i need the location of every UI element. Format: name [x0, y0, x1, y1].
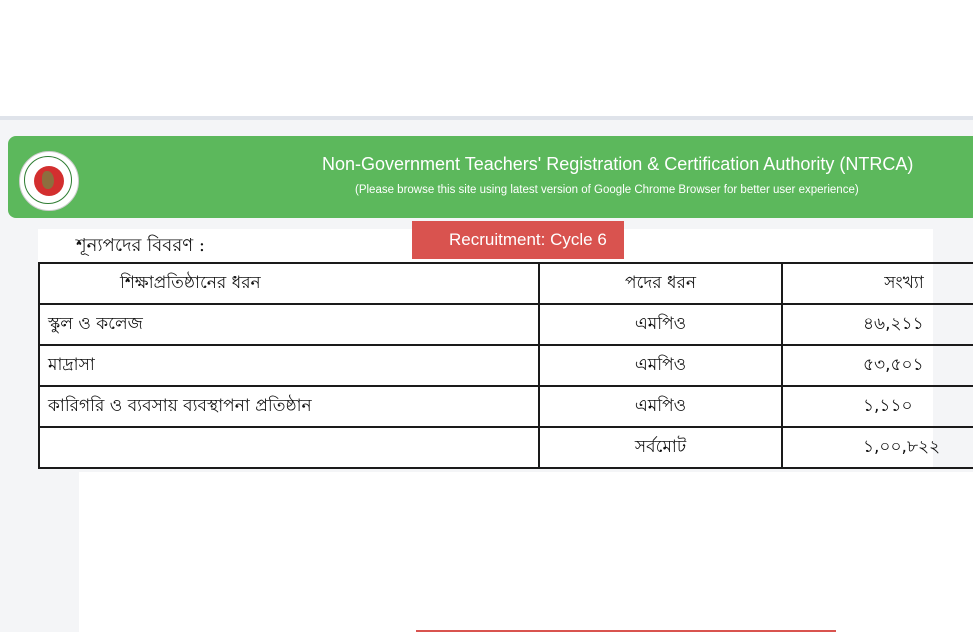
vacancy-notice-image: [38, 229, 941, 469]
total-value: ১,০০,৮২২: [782, 427, 973, 468]
total-label: সর্বমোট: [539, 427, 782, 468]
institution-cell: মাদ্রাসা: [39, 345, 539, 386]
govt-bangladesh-seal-icon[interactable]: [19, 151, 79, 211]
recruitment-cycle-tab[interactable]: Recruitment: Cycle 6: [412, 221, 624, 259]
count-cell: ৪৬,২১১: [782, 304, 973, 345]
site-header: [8, 136, 973, 218]
post-type-cell: এমপিও: [539, 304, 782, 345]
content-area: [79, 472, 973, 632]
top-blank-area: [0, 0, 973, 116]
column-header-count: সংখ্যা: [782, 263, 973, 304]
institution-cell: কারিগরি ও ব্যবসায় ব্যবস্থাপনা প্রতিষ্ঠান: [39, 386, 539, 427]
table-row: [39, 304, 973, 345]
post-type-cell: এমপিও: [539, 386, 782, 427]
site-title: Non-Government Teachers' Registration & Certification Authority (NTRCA): [322, 154, 914, 174]
table-row: [39, 345, 973, 386]
browser-notice: (Please browse this site using latest version of Google Chrome Browser for better user experience): [355, 184, 859, 196]
post-type-cell: এমপিও: [539, 345, 782, 386]
column-header-institution: শিক্ষাপ্রতিষ্ঠানের ধরন: [39, 263, 539, 304]
empty-cell: [39, 427, 539, 468]
count-cell: ৫৩,৫০১: [782, 345, 973, 386]
count-cell: ১,১১০: [782, 386, 973, 427]
institution-cell: স্কুল ও কলেজ: [39, 304, 539, 345]
table-total-row: [39, 427, 973, 468]
table-row: [39, 386, 973, 427]
column-header-post-type: পদের ধরন: [539, 263, 782, 304]
table-header-row: [39, 263, 973, 304]
vacancy-table: [38, 262, 973, 469]
notice-heading: শূন্যপদের বিবরণ :: [76, 235, 205, 256]
